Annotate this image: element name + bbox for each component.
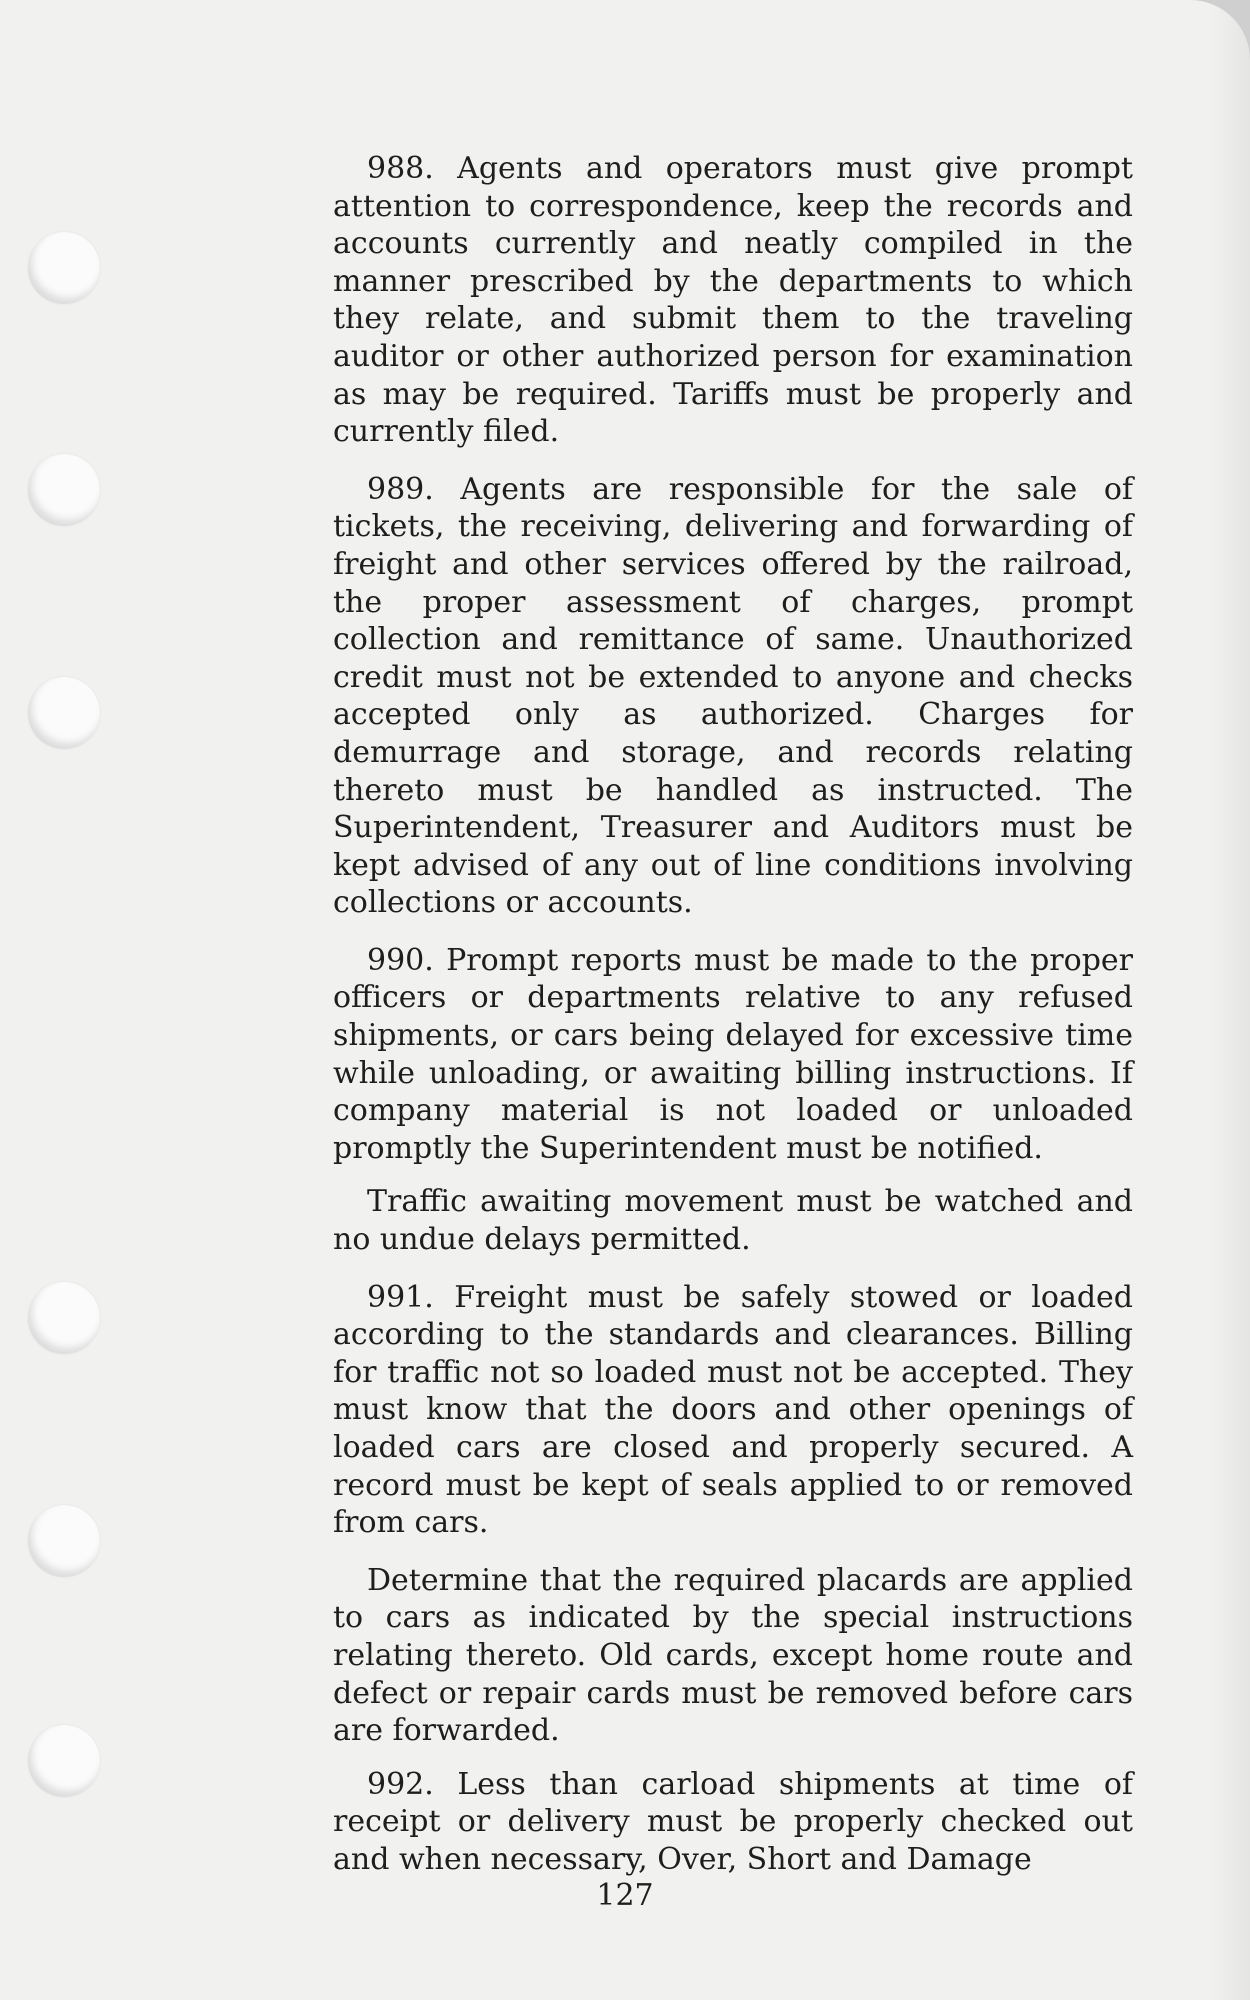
punch-hole xyxy=(28,232,100,304)
punch-hole xyxy=(28,1505,100,1577)
punch-hole xyxy=(28,677,100,749)
punch-hole xyxy=(28,454,100,526)
page-edge-shade xyxy=(1210,0,1250,2000)
paragraph-rule-990: 990. Prompt reports must be made to the proper officers or departments relative to any refused shipments, or cars being delayed for excessive time while unloading, or awaiting billing instructions. If company material is not loaded or unloaded promptly the Superintendent must be notified. xyxy=(333,942,1133,1166)
paragraph-rule-992: 992. Less than carload shipments at time of receipt or delivery must be properly checked out and when necessary, Over, Short and Damage xyxy=(333,1766,1133,1877)
paragraph-rule-991: 991. Freight must be safely stowed or loaded according to the standards and clearances. Billing for traffic not so loaded must not be accepted. They must know that the doors and other openings of loaded cars are closed and properly secured. A record must be kept of seals applied to or removed from cars. xyxy=(333,1279,1133,1541)
page-number: 127 xyxy=(596,1878,654,1913)
paragraph-placards: Determine that the required placards are applied to cars as indicated by the special instructions relating thereto. Old cards, except home route and defect or repair cards must be removed before cars are forwarded. xyxy=(333,1562,1133,1749)
paragraph-traffic-movement: Traffic awaiting movement must be watched and no undue delays permitted. xyxy=(333,1184,1133,1258)
punch-hole xyxy=(28,1282,100,1354)
rules-text xyxy=(333,150,1133,1899)
paragraph-rule-989: 989. Agents are responsible for the sale of tickets, the receiving, delivering and forwarding of freight and other services offered by the railroad, the proper assessment of charges, prompt collection and remittance of same. Unauthorized credit must not be extended to anyone and checks accepted only as authorized. Charges for demurrage and storage, and records relating thereto must be handled as instructed. The Superintendent, Treasurer and Auditors must be kept advised of any out of line conditions involving collections or accounts. xyxy=(333,471,1133,921)
paragraph-rule-988: 988. Agents and operators must give prompt attention to correspondence, keep the records and accounts currently and neatly compiled in the manner prescribed by the departments to which they relate, and submit them to the traveling auditor or other authorized person for examination as may be required. Tariffs must be properly and currently filed. xyxy=(333,151,1133,450)
punch-hole xyxy=(28,1725,100,1797)
